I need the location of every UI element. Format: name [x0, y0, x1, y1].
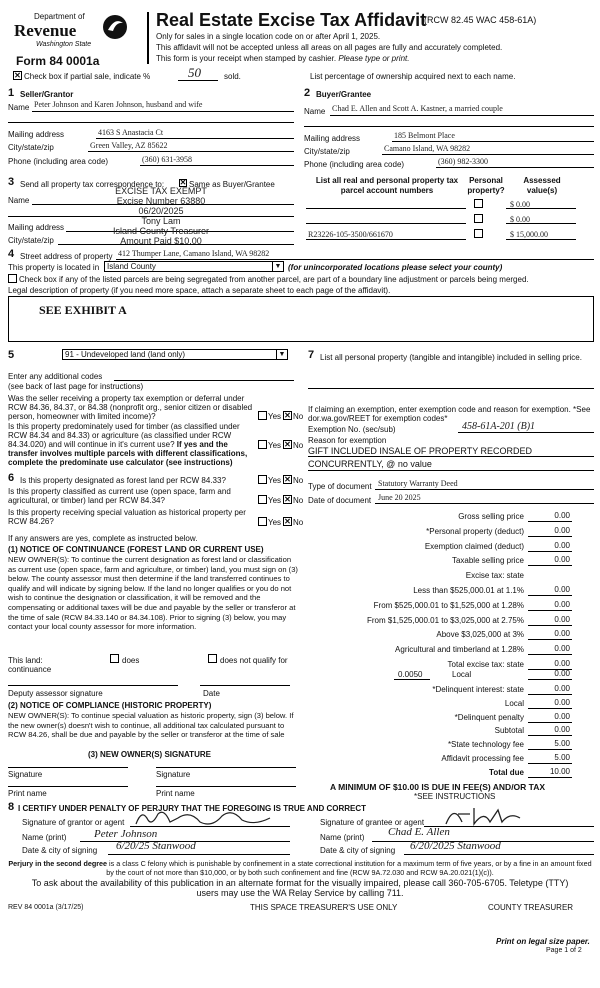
notice-1-text: NEW OWNER(S): To continue the current designation as forest land or classification as current use (open space, farm and agriculture, or timber) land, you must sign on (3) below. The county assessor must then determine if the land transferred continues to qualify and will indicate by signing below. If the land no longer qualifies or you do not wish to continue the designation or classification, it will be removed and the compensating or additional taxes will be due and payable by the seller or transferor at the time of sale (RCW 84.33.140 or 84.34.108). Prior to signing (3) below, you may contact your local county assessor for more information.	[8, 555, 298, 632]
buyer-mail-value[interactable]: 185 Belmont Place	[394, 131, 455, 140]
parcel-col-header: List all real and personal property tax parcel account numbers	[315, 176, 459, 195]
forest-no-label: No	[293, 476, 304, 485]
seller-name-value[interactable]: Peter Johnson and Karen Johnson, husband and wife	[34, 100, 203, 109]
grantee-name-label: Name (print)	[320, 833, 365, 842]
buyer-city-line	[382, 154, 594, 155]
grantee-date-label: Date & city of signing	[320, 846, 396, 855]
subtitle-1: Only for sales in a single location code on or after April 1, 2025.	[156, 32, 381, 41]
reason-line-1	[308, 456, 594, 457]
certify-label: I CERTIFY UNDER PENALTY OF PERJURY THAT THE FOREGOING IS TRUE AND CORRECT	[18, 804, 367, 813]
located-label: This property is located in	[8, 263, 100, 272]
local-label: Local	[452, 670, 472, 679]
seller-city-value[interactable]: Green Valley, AZ 85622	[90, 141, 168, 150]
doc-type-line	[375, 489, 594, 490]
parcel-row-3-number[interactable]: R23226-105-3500/661670	[308, 230, 393, 239]
exemption-label: If claiming an exemption, enter exemption code and reason for exemption. *See dor.wa.gov/REET for exemption codes*	[308, 405, 591, 423]
parcel-row-2-personal-checkbox[interactable]	[474, 214, 483, 223]
perjury-bold: Perjury in the second degree	[8, 859, 108, 868]
seller-name-line	[32, 111, 294, 112]
tax-row-value[interactable]: 0.00	[554, 585, 570, 594]
new-owner-print-label-2: Print name	[156, 789, 195, 798]
parcel-row-3-value[interactable]: $ 15,000.00	[510, 230, 548, 239]
stamp-line-1: EXCISE TAX EXEMPT	[115, 186, 207, 196]
partial-pct-value[interactable]: 50	[188, 65, 201, 80]
tax-row-line	[528, 694, 572, 695]
partial-sale-label: Check box if partial sale, indicate %	[24, 72, 151, 81]
grantee-signature[interactable]	[440, 804, 530, 828]
buyer-mail-label: Mailing address	[304, 134, 361, 143]
section-5-number: 5	[8, 349, 15, 361]
reason-line-2	[308, 470, 594, 471]
tax-row-value[interactable]: 0.00	[554, 644, 570, 654]
tax-row-label: From $1,525,000.01 to $3,025,000 at 2.75%	[366, 615, 524, 625]
deputy-sig-line	[8, 685, 178, 686]
land-does-not-checkbox[interactable]	[208, 654, 217, 663]
rev-number: REV 84 0001a (3/17/25)	[8, 904, 84, 911]
new-owner-print-line-2	[156, 786, 296, 787]
local-value[interactable]: 0.00	[554, 669, 570, 678]
partial-sale-checkbox[interactable]	[13, 71, 22, 80]
tax-row-line	[528, 610, 572, 611]
tax-row-label: *Personal property (deduct)	[426, 526, 524, 536]
tax-row-value[interactable]: 0.00	[554, 511, 570, 520]
tax-row-line	[528, 654, 572, 655]
buyer-mail-line	[392, 141, 594, 142]
chevron-down-icon: ▼	[276, 350, 287, 359]
tax-row-label: Agricultural and timberland at 1.28%	[395, 645, 524, 655]
land-use-select[interactable]	[62, 349, 288, 360]
tax-row-line	[528, 735, 572, 736]
tax-row-value[interactable]: 5.00	[554, 753, 570, 762]
street-value[interactable]: 412 Thumper Lane, Camano Island, WA 98282	[118, 249, 270, 258]
codes-note: (see back of last page for instructions)	[8, 382, 144, 391]
timber-question	[8, 422, 258, 467]
seller-city-label: City/state/zip	[8, 143, 54, 152]
personal-property-label: List all personal property (tangible and intangible) included in selling price.	[320, 353, 582, 362]
send-name-label: Name	[8, 196, 30, 205]
deputy-date-label: Date	[203, 689, 220, 698]
parcel-row-1-personal-checkbox[interactable]	[474, 199, 483, 208]
tax-row-label: Affidavit processing fee	[441, 754, 524, 763]
q2-yes-label: Yes	[268, 441, 282, 450]
notice-3-title: (3) NEW OWNER(S) SIGNATURE	[88, 750, 211, 759]
q1-yes-label: Yes	[268, 412, 282, 421]
answers-note: If any answers are yes, complete as instructed below.	[8, 534, 198, 543]
perjury-text: is a class C felony which is punishable by confinement in a state correctional institution for a maximum term of five years, or by a fine in an amount fixed by the court of not more than $10,000, or by both such confinement and fine (RCW 9A.72.030 and RCW 9A.20.021(1)(c)).	[106, 859, 592, 877]
legal-paper-note: Print on legal size paper.	[496, 937, 590, 946]
grantor-name-label: Name (print)	[22, 833, 67, 842]
tax-row-value[interactable]: 0.00	[554, 599, 570, 609]
tax-row-line	[528, 749, 572, 750]
parcel-row-1-value[interactable]: $ 0.00	[510, 200, 530, 209]
parcel-row-3-value-line	[506, 239, 576, 240]
seller-phone-line	[140, 165, 294, 166]
codes-label: Enter any additional codes	[8, 372, 103, 381]
partial-sold-label: sold.	[224, 72, 241, 81]
county-select-value: Island County	[107, 262, 156, 271]
section-6-number: 6	[8, 472, 15, 484]
tax-row-label: Taxable selling price	[451, 556, 524, 566]
parcel-row-2-line	[306, 223, 466, 224]
historic-yes-label: Yes	[268, 518, 282, 527]
send-tax-label: Send all property tax correspondence to:	[20, 180, 165, 189]
tax-row-value[interactable]: 0.00	[554, 697, 570, 707]
stamp-line-6: Amount Paid $10.00	[120, 236, 202, 246]
subtitle-3-emph: Please type or print.	[338, 54, 410, 63]
tax-row-line	[528, 722, 572, 723]
historic-no-label: No	[293, 518, 304, 527]
tax-row-value[interactable]: 0.00	[554, 684, 570, 693]
tax-row-line	[528, 763, 572, 764]
codes-line	[114, 380, 294, 381]
seller-heading: Seller/Grantor	[20, 90, 74, 99]
seller-mail-value[interactable]: 4163 S Anastacia Ct	[98, 128, 164, 137]
section-8-number: 8	[8, 801, 15, 813]
minimum-note: A MINIMUM OF $10.00 IS DUE IN FEE(S) AND/OR TAX	[330, 782, 546, 792]
tax-row-line	[528, 595, 572, 596]
section-1-number: 1	[8, 87, 15, 99]
buyer-heading: Buyer/Grantee	[316, 90, 372, 99]
tax-row-value[interactable]: 0.00	[554, 711, 570, 721]
new-owner-sig-label-2: Signature	[156, 770, 191, 779]
seller-mail-label: Mailing address	[8, 130, 65, 139]
current-use-no-checkbox[interactable]	[283, 495, 292, 504]
buyer-phone-label: Phone (including area code)	[304, 160, 405, 169]
buyer-name-line	[330, 115, 594, 116]
q1-no-label: No	[293, 412, 304, 421]
grantor-signature[interactable]	[130, 806, 280, 830]
grantee-date-value[interactable]: 6/20/2025 Stanwood	[410, 840, 501, 852]
parcel-row-2-value-line	[506, 223, 576, 224]
buyer-phone-line	[436, 167, 594, 168]
q2-yes-checkbox[interactable]	[258, 440, 267, 449]
deputy-sig-label: Deputy assessor signature	[8, 689, 103, 698]
reason-value-2[interactable]: CONCURRENTLY, @ no value	[308, 459, 432, 469]
new-owner-sig-line-1	[8, 767, 128, 768]
current-use-question: Is this property classified as current use (open space, farm and agricultural, or timber) land per RCW 84.34?	[8, 487, 231, 505]
stamp-line-5: Island County Treasurer	[112, 226, 210, 236]
same-as-buyer-label: Same as Buyer/Grantee	[189, 180, 275, 189]
timber-question-bold: If yes and the transfer involves multiple parcels with different classifications, complete the predominate use calculator (see instructions)	[8, 440, 248, 467]
page-number: Page 1 of 2	[546, 947, 582, 954]
tax-row-value[interactable]: 0.00	[554, 725, 570, 735]
tax-row-label: Excise tax: state	[465, 571, 524, 581]
exemption-no-value[interactable]: 458-61A-201 (B)1	[462, 421, 536, 432]
county-select[interactable]	[104, 261, 284, 272]
notice-1-title: (1) NOTICE OF CONTINUANCE (FOREST LAND OR CURRENT USE)	[8, 545, 264, 554]
forest-no-checkbox[interactable]	[283, 475, 292, 484]
current-use-yes-label: Yes	[268, 496, 282, 505]
notice-2-title: (2) NOTICE OF COMPLIANCE (HISTORIC PROPERTY)	[8, 701, 212, 710]
send-city-label: City/state/zip	[8, 236, 54, 245]
tax-row-label: *Delinquent interest: state	[432, 685, 524, 694]
land-does-label: does	[122, 656, 140, 665]
logo-state: Washington State	[36, 41, 92, 48]
exemption-no-label: Exemption No. (sec/sub)	[308, 425, 396, 434]
county-note: (for unincorporated locations please select your county)	[288, 263, 503, 272]
grantor-sig-label: Signature of grantor or agent	[22, 818, 125, 827]
tax-row-line	[528, 625, 572, 626]
parcel-row-1-line	[306, 208, 466, 209]
tax-row-value[interactable]: 0.00	[554, 614, 570, 624]
see-instructions: *SEE INSTRUCTIONS	[414, 792, 496, 801]
tax-row-line	[528, 777, 572, 778]
exemption-no-line	[458, 432, 594, 433]
this-land-label: This land:	[8, 656, 43, 665]
logo-revenue: Revenue	[14, 21, 77, 40]
tax-row-line	[528, 536, 572, 537]
grantee-date-line	[404, 854, 594, 855]
form-title-ref: (RCW 82.45 WAC 458-61A)	[424, 15, 537, 25]
current-use-no-label: No	[293, 496, 304, 505]
timber-question-text: Is this property predominately used for timber (as classified under RCW 84.34 and 84.33) or agriculture (as classified under RCW 84.34.020) and will continue in it's current use?	[8, 422, 240, 449]
tax-row-label: Gross selling price	[458, 512, 524, 521]
continuance-label: continuance	[8, 665, 52, 674]
personal-col-header: Personal property?	[467, 176, 505, 195]
seller-mail-line	[96, 138, 294, 139]
tax-row-line	[528, 551, 572, 552]
legal-label: Legal description of property (if you need more space, attach a separate sheet to each page of the affidavit).	[8, 286, 391, 295]
alt-format-notice: To ask about the availability of this publication in an alternate format for the visually impaired, please call 360-705-6705. Teletype (TTY) users may use the WA Relay Service by calling 711.	[31, 878, 569, 898]
doc-date-line	[375, 503, 594, 504]
land-does-not-label: does not qualify for	[220, 656, 288, 665]
parcel-row-2-value[interactable]: $ 0.00	[510, 215, 530, 224]
stamp-line-4: Tony Lam	[141, 216, 181, 226]
tax-row-label: Local	[504, 698, 524, 708]
seller-phone-label: Phone (including area code)	[8, 157, 109, 166]
tax-row-value[interactable]: 10.00	[549, 766, 570, 776]
forest-yes-label: Yes	[268, 476, 282, 485]
grantee-name-value[interactable]: Chad E. Allen	[388, 826, 450, 838]
parcel-row-3-line	[306, 239, 466, 240]
q2-no-label: No	[293, 441, 304, 450]
tax-row-line	[528, 639, 572, 640]
personal-property-line	[308, 388, 594, 389]
street-label: Street address of property	[20, 252, 113, 261]
grantor-date-label: Date & city of signing	[22, 846, 98, 855]
tax-row-value[interactable]: 0.00	[554, 659, 570, 668]
tax-row-value[interactable]: 5.00	[554, 739, 570, 749]
dor-logo	[14, 10, 134, 56]
section-4-number: 4	[8, 248, 15, 260]
perjury-notice	[4, 859, 596, 877]
tax-row-line	[528, 708, 572, 709]
tax-row-value[interactable]: 0.00	[554, 525, 570, 535]
logo-dept: Department of	[34, 12, 85, 21]
grantor-name-value[interactable]: Peter Johnson	[94, 828, 158, 840]
new-owner-sig-line-2	[156, 767, 296, 768]
new-owner-sig-label-1: Signature	[8, 770, 43, 779]
doc-type-value[interactable]: Statutory Warranty Deed	[378, 479, 458, 488]
reason-label: Reason for exemption	[308, 436, 387, 445]
form-title: Real Estate Excise Tax Affidavit	[156, 10, 427, 30]
historic-no-checkbox[interactable]	[283, 517, 292, 526]
local-value-line	[528, 679, 572, 680]
form-number: Form 84 0001a	[16, 54, 100, 68]
notice-2-text: NEW OWNER(S): To continue special valuation as historic property, sign (3) below. If the new owner(s) doesn't wish to continue, all additional tax calculated pursuant to RCW 84.26, shall be due and payable by the seller or transferor at the time of sale	[8, 711, 294, 740]
stamp-line-2: Excise Number 63880	[116, 196, 206, 206]
send-mail-label: Mailing address	[8, 223, 65, 232]
deputy-date-line	[200, 685, 290, 686]
tax-row-line	[528, 521, 572, 522]
q1-no-checkbox[interactable]	[283, 411, 292, 420]
legal-description-box[interactable]	[8, 296, 594, 342]
segregate-checkbox[interactable]	[8, 274, 17, 283]
exemption-question: Was the seller receiving a property tax exemption or deferral under RCW 84.36, 84.37, or 84.38 (nonprofit org., senior citizen or disabled person, homeowner with limited income)?	[8, 394, 253, 421]
tax-row-label: *State technology fee	[447, 740, 524, 750]
dor-swirl-icon	[102, 14, 128, 40]
segregate-label: Check box if any of the listed parcels are being segregated from another parcel, are part of a boundary line adjustment or parcels being merged.	[19, 275, 529, 284]
grantor-date-value[interactable]: 6/20/25 Stanwood	[116, 840, 196, 852]
local-rate-line	[394, 679, 430, 680]
land-does-checkbox[interactable]	[110, 654, 119, 663]
tax-row-label: Total due	[489, 767, 524, 777]
seller-phone-value[interactable]: (360) 631-3958	[142, 155, 192, 164]
doc-date-value[interactable]: June 20 2025	[378, 493, 421, 502]
parcel-row-3-personal-checkbox[interactable]	[474, 229, 483, 238]
historic-question: Is this property receiving special valuation as historical property per RCW 84.26?	[8, 508, 246, 526]
buyer-phone-value[interactable]: (360) 982-3300	[438, 157, 488, 166]
tax-row-label: From $525,000.01 to $1,525,000 at 1.28%	[373, 600, 524, 610]
tax-row-label: Subtotal	[494, 726, 524, 736]
tax-row-label: Total excise tax: state	[447, 660, 524, 669]
tax-row-value[interactable]: 0.00	[554, 629, 570, 639]
new-owner-print-label-1: Print name	[8, 789, 47, 798]
doc-date-label: Date of document	[308, 496, 372, 505]
legal-description-value: SEE EXHIBIT A	[39, 303, 127, 317]
buyer-name-value[interactable]: Chad E. Allen and Scott A. Kastner, a married couple	[332, 104, 503, 113]
buyer-city-value[interactable]: Camano Island, WA 98282	[384, 144, 471, 153]
tax-row-label: Above $3,025,000 at 3%	[436, 630, 524, 640]
tax-row-value[interactable]: 0.00	[554, 555, 570, 565]
stamp-line-3: 06/20/2025	[138, 206, 184, 216]
forest-question: Is this property designated as forest land per RCW 84.33?	[20, 476, 226, 485]
subtitle-3	[156, 54, 409, 63]
land-use-value: 91 - Undeveloped land (land only)	[65, 350, 186, 359]
parcel-row-1-value-line	[506, 208, 576, 209]
treasurer-use-label: THIS SPACE TREASURER'S USE ONLY	[250, 903, 398, 912]
section-7-number: 7	[308, 349, 315, 361]
buyer-name-line-2	[304, 126, 594, 127]
assessed-col-header: Assessed value(s)	[523, 176, 561, 195]
tax-row-label: *Delinquent penalty	[454, 712, 524, 722]
grantor-date-line	[108, 854, 290, 855]
header-divider	[147, 12, 149, 64]
buyer-city-label: City/state/zip	[304, 147, 350, 156]
grantee-sig-label: Signature of grantee or agent	[320, 818, 425, 827]
section-2-number: 2	[304, 87, 311, 99]
tax-row-label: Exemption claimed (deduct)	[424, 541, 524, 551]
subtitle-3-text: This form is your receipt when stamped by cashier.	[156, 54, 337, 63]
subtitle-2: This affidavit will not be accepted unless all areas on all pages are fully and accurately completed.	[156, 43, 503, 52]
tax-row-label: Less than $525,000.01 at 1.1%	[413, 586, 524, 595]
tax-row-value[interactable]: 0.00	[554, 540, 570, 550]
new-owner-print-line-1	[8, 786, 128, 787]
historic-yes-checkbox[interactable]	[258, 517, 267, 526]
tax-row-line	[528, 565, 572, 566]
chevron-down-icon: ▼	[272, 262, 283, 271]
seller-name-line-2	[8, 122, 294, 123]
seller-name-label: Name	[8, 103, 30, 112]
ownership-note: List percentage of ownership acquired next to each name.	[310, 72, 516, 81]
local-rate-value[interactable]: 0.0050	[398, 670, 423, 679]
doc-type-label: Type of document	[308, 482, 372, 491]
forest-yes-checkbox[interactable]	[258, 475, 267, 484]
section-3-number: 3	[8, 176, 15, 188]
street-line	[116, 259, 594, 260]
reason-value-1[interactable]: GIFT INCLUDED INSALE OF PROPERTY RECORDED	[308, 446, 533, 456]
q1-yes-checkbox[interactable]	[258, 411, 267, 420]
county-treasurer-label: COUNTY TREASURER	[488, 903, 574, 912]
q2-no-checkbox[interactable]	[283, 440, 292, 449]
seller-city-line	[88, 151, 294, 152]
current-use-yes-checkbox[interactable]	[258, 495, 267, 504]
buyer-name-label: Name	[304, 107, 326, 116]
treasurer-stamp	[96, 186, 226, 246]
